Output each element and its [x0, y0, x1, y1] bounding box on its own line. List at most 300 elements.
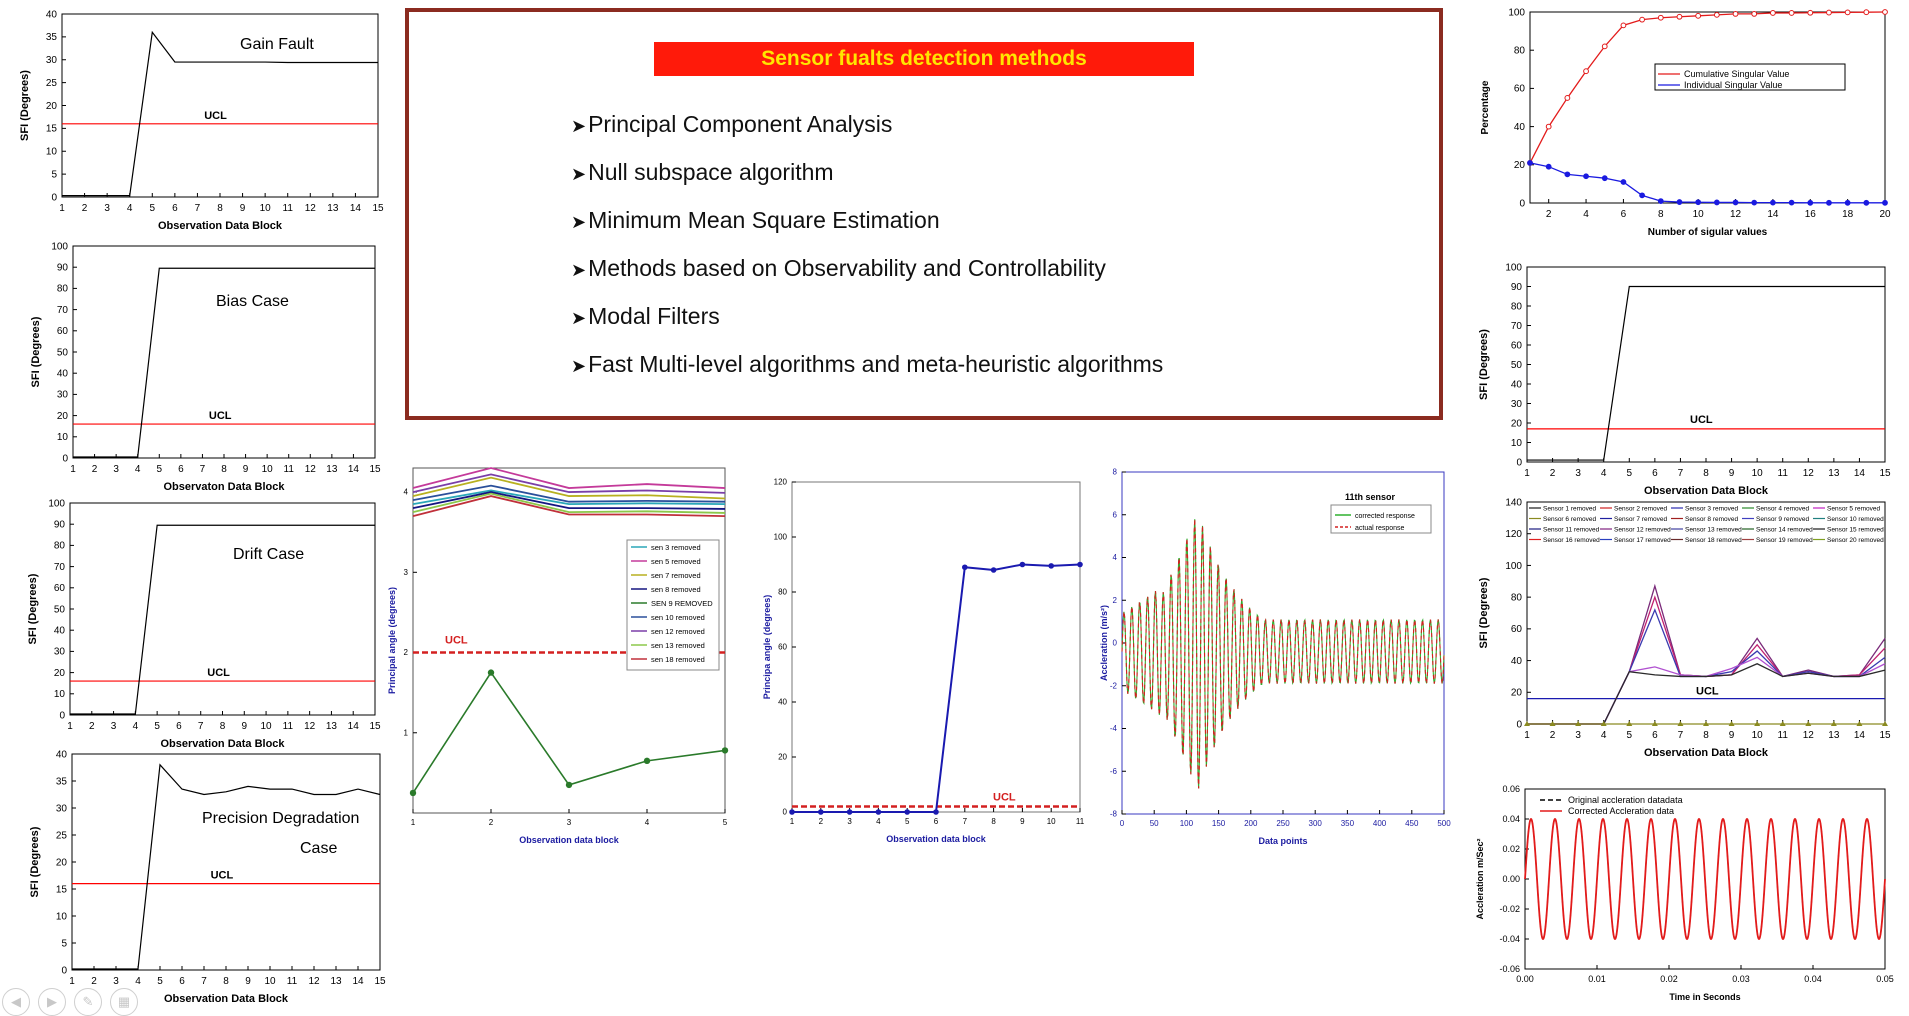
series-line: [1527, 610, 1885, 724]
data-point: [1546, 124, 1551, 129]
x-tick-label: 400: [1372, 819, 1387, 828]
plot-frame: [1530, 12, 1885, 203]
x-tick-label: 5: [154, 721, 160, 732]
drift-case-chart: [0, 488, 390, 748]
data-point: [1845, 200, 1850, 205]
x-tick-label: 11: [282, 721, 294, 732]
y-tick-label: 30: [55, 803, 67, 815]
data-point: [1640, 193, 1645, 198]
x-tick-label: 6: [1620, 209, 1627, 220]
data-point: [1714, 12, 1719, 17]
legend-entry: Sensor 7 removed: [1614, 516, 1668, 523]
y-tick-label: 100: [773, 532, 787, 542]
methods-title: Sensor fualts detection methods: [654, 42, 1194, 76]
x-tick-label: 11: [282, 203, 293, 214]
chart-annotation: Bias Case: [216, 293, 289, 310]
x-tick-label: 4: [126, 203, 133, 214]
x-tick-label: 13: [1828, 468, 1840, 479]
legend-entry: corrected response: [1355, 513, 1415, 520]
x-axis-label: Time in Seconds: [1669, 992, 1741, 1002]
y-tick-label: 30: [53, 646, 65, 658]
y-tick-label: 60: [53, 583, 65, 595]
x-tick-label: 5: [149, 203, 156, 214]
x-tick-label: 14: [352, 976, 364, 987]
x-axis-label: Observation Data Block: [1643, 485, 1769, 497]
x-tick-label: 4: [1583, 209, 1589, 220]
ucl-label: UCL: [207, 667, 230, 680]
methods-list: [571, 100, 1163, 388]
x-tick-label: 15: [369, 721, 381, 732]
prev-icon[interactable]: ◀: [2, 988, 30, 1016]
y-tick-label: 2: [1112, 595, 1117, 605]
chart-annotation: Case: [300, 840, 338, 857]
y-tick-label: 80: [1513, 45, 1525, 57]
y-tick-label: 10: [45, 146, 57, 158]
x-tick-label: 11: [1075, 817, 1085, 826]
y-tick-label: 0: [1516, 719, 1522, 731]
ucl-label: UCL: [210, 869, 234, 882]
y-tick-label: 40: [778, 697, 787, 707]
data-point: [1677, 14, 1682, 19]
x-tick-label: 12: [304, 721, 316, 732]
y-tick-label: 10: [1510, 437, 1522, 449]
y-tick-label: -0.04: [1499, 934, 1520, 944]
data-point: [1883, 10, 1888, 15]
x-tick-label: 15: [374, 976, 386, 987]
x-tick-label: 2: [91, 976, 97, 987]
data-point: [1827, 200, 1832, 205]
legend-entry: Individual Singular Value: [1684, 80, 1783, 90]
x-tick-label: 1: [70, 464, 76, 475]
principal-angle-chart: [385, 460, 745, 845]
right-sfi-chart: [1460, 255, 1909, 495]
legend-entry: Sensor 20 removed: [1827, 537, 1884, 544]
series-line: [413, 673, 725, 793]
y-tick-label: 0: [1516, 457, 1522, 469]
x-tick-label: 4: [644, 818, 650, 827]
list-item: ➤Minimum Mean Square Estimation: [571, 207, 940, 233]
x-tick-label: 1: [1524, 468, 1530, 479]
y-tick-label: 15: [45, 123, 57, 135]
x-axis-label: Observation data block: [886, 834, 986, 844]
x-tick-label: 15: [372, 203, 384, 214]
data-point: [876, 809, 882, 815]
x-tick-label: 14: [347, 464, 359, 475]
plot-frame: [73, 246, 375, 458]
data-point: [1789, 11, 1794, 16]
y-tick-label: 0: [62, 453, 68, 465]
plot-frame: [792, 482, 1080, 812]
data-point: [1789, 200, 1794, 205]
x-tick-label: 8: [1703, 730, 1709, 741]
slide-controls: [2, 988, 138, 1016]
data-point: [1528, 160, 1533, 165]
y-axis-label: SFI (Degrees): [30, 316, 42, 388]
x-tick-label: 4: [1600, 730, 1607, 741]
x-tick-label: 9: [239, 203, 246, 214]
list-item: ➤Fast Multi-level algorithms and meta-heuristic algorithms: [571, 351, 1164, 377]
chart-annotation: Drift Case: [233, 546, 305, 563]
y-axis-label: SFI (Degrees): [1478, 329, 1490, 400]
legend-entry: Sensor 4 removed: [1756, 505, 1810, 513]
y-tick-label: 140: [1505, 497, 1522, 509]
data-point: [818, 809, 824, 815]
x-tick-label: 10: [1751, 468, 1763, 479]
x-axis-label: Observation Data Block: [157, 220, 283, 232]
data-point: [1733, 200, 1738, 205]
legend-entry: Sensor 18 removed: [1685, 537, 1742, 544]
data-point: [1770, 200, 1775, 205]
x-axis-label: Observation Data Block: [163, 993, 289, 1005]
x-tick-label: 12: [1802, 730, 1814, 741]
x-tick-label: 0.02: [1660, 974, 1678, 984]
y-tick-label: 50: [56, 347, 68, 359]
data-point: [1020, 562, 1026, 568]
x-tick-label: 4: [876, 817, 881, 826]
y-tick-label: 0.06: [1502, 784, 1520, 794]
data-point: [410, 790, 416, 796]
x-tick-label: 16: [1804, 209, 1816, 220]
data-point: [962, 564, 968, 570]
y-tick-label: 40: [1513, 121, 1525, 133]
x-tick-label: 14: [349, 203, 361, 214]
x-tick-label: 6: [179, 976, 185, 987]
ucl-label: UCL: [204, 109, 227, 122]
x-tick-label: 14: [1767, 209, 1779, 220]
legend-entry: sen 5 removed: [651, 557, 701, 566]
x-tick-label: 3: [113, 976, 119, 987]
y-tick-label: 40: [1510, 655, 1522, 667]
x-tick-label: 5: [1626, 730, 1633, 741]
principal-angle-single-chart: [745, 460, 1085, 844]
x-tick-label: 8: [991, 817, 996, 826]
data-point: [1077, 562, 1083, 568]
x-tick-label: 10: [260, 721, 272, 732]
series-line: [1530, 163, 1885, 203]
x-tick-label: 10: [264, 976, 276, 987]
legend-entry: Sensor 10 removed: [1827, 516, 1884, 523]
list-item: ➤Methods based on Observability and Controllability: [571, 255, 1106, 281]
series-line: [72, 765, 380, 969]
y-axis-label: Percentage: [1480, 80, 1491, 135]
x-tick-label: 2: [1549, 730, 1556, 741]
x-tick-label: 2: [1549, 468, 1556, 479]
x-tick-label: 0: [1119, 819, 1125, 828]
y-tick-label: 35: [55, 776, 67, 788]
y-tick-label: 100: [51, 241, 68, 253]
pen-icon[interactable]: ✎: [74, 988, 102, 1016]
y-tick-label: 30: [1510, 398, 1522, 410]
y-tick-label: 20: [778, 752, 787, 762]
y-tick-label: 70: [1510, 320, 1522, 332]
y-axis-label: SFI (Degrees): [19, 70, 31, 141]
y-tick-label: 20: [55, 857, 67, 869]
data-point: [722, 747, 728, 753]
y-tick-label: -0.02: [1499, 904, 1520, 914]
x-tick-label: 8: [219, 721, 226, 732]
x-tick-label: 8: [1703, 468, 1709, 479]
series-line: [1525, 819, 1885, 939]
x-axis-label: Observation data block: [519, 835, 619, 845]
x-tick-label: 8: [223, 976, 229, 987]
x-tick-label: 2: [91, 464, 98, 475]
x-tick-label: 100: [1179, 819, 1194, 828]
x-tick-label: 9: [1020, 817, 1025, 826]
x-tick-label: 11: [1777, 730, 1788, 741]
y-tick-label: 60: [1510, 624, 1522, 636]
gain-fault-chart: [0, 0, 390, 240]
y-tick-label: -8: [1109, 809, 1117, 819]
x-tick-label: 13: [1828, 730, 1840, 741]
y-axis-label: Principa angle (degrees): [762, 594, 772, 700]
y-tick-label: -6: [1109, 766, 1117, 776]
x-tick-label: 10: [1046, 817, 1056, 826]
y-axis-label: Accleration m/Sec²: [1475, 838, 1485, 920]
legend-entry: Sensor 13 removed: [1685, 526, 1742, 534]
y-tick-label: 0: [1112, 638, 1117, 648]
data-point: [1640, 17, 1645, 22]
x-tick-label: 5: [156, 464, 163, 475]
legend-entry: SEN 9 REMOVED: [651, 599, 713, 608]
y-tick-label: 100: [1505, 262, 1522, 274]
legend-entry: sen 13 removed: [651, 641, 705, 650]
y-tick-label: 10: [53, 689, 65, 701]
data-point: [1565, 172, 1570, 177]
series-line: [1527, 586, 1885, 724]
y-tick-label: 40: [45, 9, 57, 21]
data-point: [847, 809, 853, 815]
x-tick-label: 6: [172, 203, 178, 214]
singular-values-chart: [1460, 0, 1909, 250]
x-tick-label: 10: [1692, 209, 1704, 220]
x-axis-label: Observation Data Block: [1643, 747, 1769, 759]
data-point: [1696, 200, 1701, 205]
precision-degradation-chart: [0, 740, 390, 1010]
plot-frame: [1527, 267, 1885, 462]
y-tick-label: 80: [778, 587, 787, 597]
x-tick-label: 7: [199, 464, 206, 475]
x-tick-label: 8: [221, 464, 227, 475]
x-tick-label: 5: [1626, 468, 1633, 479]
series-line: [413, 474, 725, 492]
data-point: [1677, 200, 1682, 205]
y-tick-label: 90: [53, 519, 65, 531]
y-tick-label: 100: [48, 498, 65, 510]
y-tick-label: 40: [55, 749, 67, 761]
x-tick-label: 1: [1524, 730, 1530, 741]
list-item: ➤Principal Component Analysis: [571, 111, 893, 137]
x-tick-label: 0.00: [1516, 974, 1534, 984]
bias-case-chart: [0, 232, 390, 492]
data-point: [1883, 200, 1888, 205]
x-tick-label: 14: [347, 721, 359, 732]
y-tick-label: 80: [1510, 592, 1522, 604]
legend-entry: Sensor 5 removed: [1827, 505, 1881, 513]
y-tick-label: 3: [403, 567, 408, 577]
data-point: [933, 809, 939, 815]
x-tick-label: 15: [369, 464, 381, 475]
list-item: ➤Null subspace algorithm: [571, 159, 834, 185]
x-tick-label: 3: [110, 721, 117, 732]
legend-entry: Sensor 11 removed: [1543, 526, 1600, 534]
ucl-label: UCL: [1696, 685, 1719, 698]
x-tick-label: 7: [1677, 468, 1684, 479]
x-tick-label: 9: [1728, 730, 1735, 741]
x-tick-label: 11: [283, 464, 294, 475]
data-point: [1752, 12, 1757, 17]
chart-annotation: Gain Fault: [240, 36, 314, 53]
x-tick-label: 2: [89, 721, 95, 732]
y-tick-label: 35: [45, 32, 57, 44]
x-tick-label: 10: [1751, 730, 1763, 741]
ucl-label: UCL: [993, 791, 1016, 804]
data-point: [1565, 96, 1570, 101]
y-axis-label: SFI (Degrees): [29, 826, 41, 898]
y-tick-label: 40: [53, 625, 65, 637]
y-tick-label: 90: [56, 262, 68, 274]
legend-entry: sen 18 removed: [651, 655, 705, 664]
legend-entry: sen 12 removed: [651, 627, 705, 636]
x-tick-label: 350: [1340, 819, 1355, 828]
legend-entry: Sensor 1 removed: [1543, 505, 1597, 513]
x-tick-label: 15: [1879, 730, 1891, 741]
x-tick-label: 12: [1802, 468, 1814, 479]
methods-box: [405, 8, 1443, 420]
x-tick-label: 3: [566, 818, 572, 827]
x-tick-label: 0.05: [1876, 974, 1894, 984]
legend-entry: sen 8 removed: [651, 585, 701, 594]
y-tick-label: 40: [1510, 379, 1522, 391]
data-point: [1714, 200, 1719, 205]
x-tick-label: 14: [1853, 730, 1865, 741]
data-point: [1733, 12, 1738, 17]
y-tick-label: 6: [1112, 510, 1117, 520]
ucl-label: UCL: [208, 410, 232, 423]
y-tick-label: 100: [1508, 7, 1525, 19]
data-point: [644, 758, 650, 764]
x-tick-label: 12: [1729, 209, 1742, 220]
y-tick-label: 25: [45, 77, 57, 89]
y-tick-label: -4: [1109, 724, 1117, 734]
series-line: [792, 565, 1080, 813]
y-tick-label: 0: [59, 710, 65, 722]
next-icon[interactable]: ▶: [38, 988, 66, 1016]
y-tick-label: 120: [773, 477, 787, 487]
data-point: [1845, 10, 1850, 15]
y-tick-label: 50: [53, 604, 65, 616]
data-point: [1658, 15, 1663, 20]
legend-entry: Sensor 16 removed: [1543, 537, 1600, 544]
data-point: [1584, 69, 1589, 74]
x-tick-label: 50: [1149, 819, 1159, 828]
x-tick-label: 15: [1879, 468, 1891, 479]
x-tick-label: 6: [178, 464, 184, 475]
x-tick-label: 6: [1652, 468, 1658, 479]
x-tick-label: 2: [818, 817, 824, 826]
y-tick-label: 20: [1510, 687, 1522, 699]
x-tick-label: 8: [1658, 209, 1664, 220]
x-tick-label: 450: [1405, 819, 1419, 828]
x-tick-label: 5: [722, 818, 728, 827]
legend-entry: Sensor 8 removed: [1685, 516, 1739, 523]
x-axis-label: Number of sigular values: [1647, 227, 1768, 238]
legend-entry: Corrected Accleration data: [1568, 806, 1675, 816]
legend-entry: Sensor 17 removed: [1614, 537, 1671, 544]
x-tick-label: 300: [1308, 819, 1322, 828]
legend-entry: Sensor 2 removed: [1614, 505, 1668, 513]
y-axis-label: SFI (Degrees): [27, 573, 39, 645]
y-tick-label: 4: [1112, 553, 1117, 563]
data-point: [1602, 44, 1607, 49]
x-axis-label: Observation Data Block: [160, 738, 285, 750]
x-tick-label: 3: [1575, 730, 1581, 741]
ucl-label: UCL: [1690, 413, 1713, 426]
grid-icon[interactable]: ▦: [110, 988, 138, 1016]
y-tick-label: 0.00: [1502, 874, 1520, 884]
y-tick-label: 0: [1519, 198, 1525, 210]
x-tick-label: 1: [789, 817, 795, 826]
x-tick-label: 2: [488, 818, 494, 827]
data-point: [1752, 200, 1757, 205]
data-point: [1827, 10, 1832, 15]
x-tick-label: 7: [1677, 730, 1684, 741]
data-point: [991, 567, 997, 573]
legend-entry: actual response: [1355, 525, 1405, 532]
x-tick-label: 4: [135, 976, 141, 987]
y-axis-label: Principal angle (degrees): [387, 586, 397, 695]
x-tick-label: 12: [308, 976, 320, 987]
data-point: [1658, 199, 1663, 204]
x-tick-label: 7: [197, 721, 204, 732]
chart-title: 11th sensor: [1345, 492, 1396, 502]
data-point: [1808, 200, 1813, 205]
y-tick-label: 30: [45, 55, 57, 67]
y-tick-label: 80: [53, 540, 65, 552]
x-tick-label: 3: [104, 203, 110, 214]
x-tick-label: 250: [1276, 819, 1290, 828]
x-tick-label: 13: [326, 464, 338, 475]
y-tick-label: 0: [61, 965, 67, 977]
x-tick-label: 200: [1244, 819, 1258, 828]
x-tick-label: 4: [134, 464, 141, 475]
y-axis-label: Accleration (m/s²): [1099, 604, 1109, 682]
legend-entry: Cumulative Singular Value: [1684, 69, 1790, 79]
data-point: [904, 809, 910, 815]
y-tick-label: 50: [1510, 359, 1522, 371]
legend-entry: sen 7 removed: [651, 571, 701, 580]
x-tick-label: 5: [904, 817, 910, 826]
x-tick-label: 7: [962, 817, 968, 826]
y-tick-label: 80: [56, 283, 68, 295]
x-tick-label: 18: [1842, 209, 1854, 220]
data-point: [1621, 23, 1626, 28]
data-point: [1864, 200, 1869, 205]
data-point: [789, 809, 795, 815]
x-tick-label: 13: [325, 721, 337, 732]
series-line: [1527, 597, 1885, 724]
x-tick-label: 4: [132, 721, 139, 732]
y-tick-label: 60: [778, 642, 787, 652]
data-point: [1546, 164, 1551, 169]
x-tick-label: 1: [410, 818, 416, 827]
y-tick-label: 120: [1505, 529, 1522, 541]
x-tick-label: 7: [201, 976, 207, 987]
legend-entry: Sensor 14 removed: [1756, 526, 1813, 534]
x-tick-label: 11: [286, 976, 298, 987]
data-point: [1808, 10, 1813, 15]
x-tick-label: 13: [327, 203, 339, 214]
y-tick-label: 30: [56, 389, 68, 401]
